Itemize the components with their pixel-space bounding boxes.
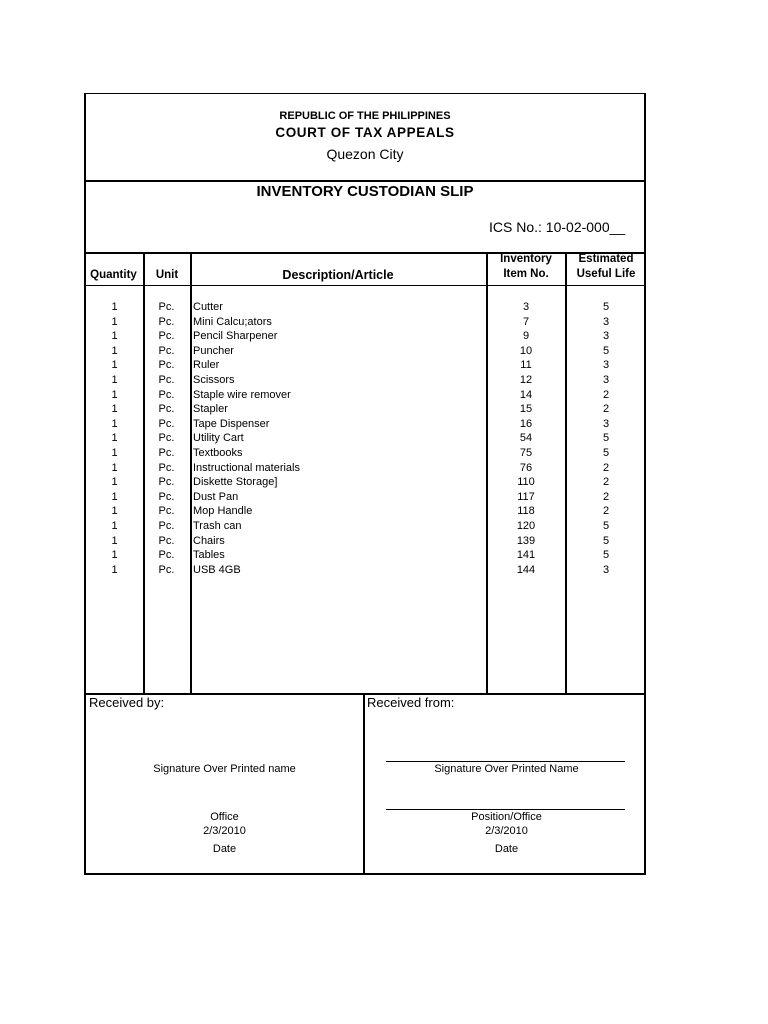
item-unit: Pc.: [158, 315, 175, 328]
item-unit: Pc.: [158, 417, 175, 430]
item-useful-life: 5: [602, 520, 610, 532]
item-inventory-number: 120: [516, 520, 536, 532]
table-row: [86, 300, 644, 315]
item-description: Trash can: [193, 520, 242, 532]
table-row: [86, 431, 644, 446]
item-unit: Pc.: [158, 476, 175, 489]
item-inventory-number: 11: [520, 359, 532, 372]
table-row: [86, 475, 644, 490]
court-heading: COURT OF TAX APPEALS: [275, 125, 455, 140]
inventory-custodian-slip-form: [84, 93, 646, 875]
item-inventory-number: 144: [516, 563, 536, 576]
item-quantity: 1: [111, 549, 118, 562]
item-useful-life: 5: [602, 344, 610, 357]
item-useful-life: 3: [602, 374, 610, 386]
item-description: Mini Calcu;ators: [193, 315, 272, 328]
item-useful-life: 3: [602, 563, 610, 576]
item-useful-life: 2: [602, 403, 610, 416]
item-quantity: 1: [111, 505, 118, 518]
item-useful-life: 5: [602, 549, 610, 562]
item-inventory-number: 117: [517, 490, 535, 503]
item-quantity: 1: [111, 520, 118, 532]
item-inventory-number: 76: [519, 461, 533, 474]
item-inventory-number: 118: [517, 505, 535, 518]
table-row: [86, 461, 644, 476]
item-inventory-number: 54: [519, 432, 533, 445]
item-description: Utility Cart: [193, 432, 244, 445]
item-quantity: 1: [111, 388, 118, 401]
header-divider: [86, 180, 644, 182]
item-unit: Pc.: [158, 461, 175, 474]
item-inventory-number: 141: [516, 549, 536, 562]
item-inventory-number: 3: [522, 301, 530, 313]
item-unit: Pc.: [158, 374, 175, 386]
item-quantity: 1: [111, 447, 118, 459]
column-header-divider: [86, 285, 644, 286]
table-row: [86, 490, 644, 505]
item-description: Diskette Storage]: [193, 476, 278, 489]
item-quantity: 1: [111, 417, 118, 430]
item-unit: Pc.: [158, 388, 175, 401]
item-unit: Pc.: [158, 447, 175, 459]
item-unit: Pc.: [158, 359, 175, 372]
received-by-date-label: Date: [212, 843, 237, 855]
received-from-office-label: Position/Office: [471, 811, 542, 823]
item-useful-life: 3: [602, 330, 610, 343]
item-description: Tables: [193, 549, 225, 562]
item-unit: Pc.: [158, 403, 175, 416]
item-inventory-number: 16: [519, 417, 533, 430]
item-quantity: 1: [111, 534, 118, 547]
inventory-header-line1: Inventory: [500, 253, 552, 265]
item-inventory-number: 12: [519, 374, 533, 386]
item-description: Tape Dispenser: [193, 417, 270, 430]
received-from-signature-label: Signature Over Printed Name: [434, 763, 579, 775]
item-useful-life: 2: [602, 461, 610, 474]
item-quantity: 1: [111, 432, 118, 445]
table-row: [86, 563, 644, 578]
table-row: [86, 534, 644, 549]
item-description: Scissors: [193, 374, 235, 386]
item-unit: Pc.: [158, 330, 175, 343]
item-inventory-number: 15: [519, 403, 533, 416]
item-quantity: 1: [111, 301, 118, 313]
item-description: Instructional materials: [193, 461, 300, 474]
item-description: Staple wire remover: [193, 388, 291, 401]
item-useful-life: 2: [602, 476, 610, 489]
item-quantity: 1: [111, 315, 118, 328]
inventory-header-line2: Item No.: [503, 268, 549, 280]
item-unit: Pc.: [158, 563, 175, 576]
item-quantity: 1: [111, 476, 118, 489]
item-unit: Pc.: [158, 344, 175, 357]
document-title: INVENTORY CUSTODIAN SLIP: [256, 183, 474, 200]
city-heading: Quezon City: [326, 146, 404, 162]
item-inventory-number: 75: [519, 447, 533, 459]
item-quantity: 1: [111, 344, 118, 357]
table-row: [86, 519, 644, 534]
received-from-date-value: 2/3/2010: [485, 825, 528, 837]
item-unit: Pc.: [158, 549, 175, 562]
item-description: Mop Handle: [193, 505, 253, 518]
received-from-office-line: [386, 809, 625, 810]
item-description: Stapler: [193, 403, 228, 416]
item-description: Dust Pan: [193, 490, 239, 503]
item-description: Chairs: [193, 534, 225, 547]
column-header-description: Description/Article: [282, 268, 394, 282]
item-inventory-number: 14: [519, 388, 533, 401]
item-unit: Pc.: [158, 520, 175, 532]
table-row: [86, 344, 644, 359]
item-quantity: 1: [111, 374, 118, 386]
received-from-date-label: Date: [494, 843, 519, 855]
item-description: Textbooks: [193, 447, 243, 459]
item-description: USB 4GB: [193, 563, 241, 576]
table-bottom-divider: [86, 693, 644, 695]
republic-heading: REPUBLIC OF THE PHILIPPINES: [279, 110, 451, 122]
table-row: [86, 329, 644, 344]
item-description: Cutter: [193, 301, 223, 313]
received-by-date-value: 2/3/2010: [203, 825, 246, 837]
item-quantity: 1: [111, 330, 118, 343]
column-header-unit: Unit: [155, 269, 179, 281]
table-row: [86, 548, 644, 563]
item-quantity: 1: [111, 359, 118, 372]
received-from-label: Received from:: [367, 695, 455, 710]
item-inventory-number: 139: [516, 534, 536, 547]
item-quantity: 1: [111, 403, 118, 416]
table-row: [86, 315, 644, 330]
column-header-quantity: Quantity: [90, 269, 137, 281]
received-from-signature-line: [386, 761, 625, 762]
item-useful-life: 5: [602, 447, 610, 459]
item-useful-life: 3: [602, 315, 610, 328]
table-row: [86, 504, 644, 519]
table-row: [86, 402, 644, 417]
table-row: [86, 446, 644, 461]
item-useful-life: 2: [602, 505, 610, 518]
ics-number: ICS No.: 10-02-000__: [489, 219, 626, 235]
received-by-signature-label: Signature Over Printed name: [153, 763, 296, 775]
item-inventory-number: 110: [517, 476, 535, 489]
table-row: [86, 373, 644, 388]
received-by-office-label: Office: [210, 811, 239, 823]
life-header-line1: Estimated: [578, 253, 634, 265]
item-description: Puncher: [193, 344, 234, 357]
table-row: [86, 388, 644, 403]
item-unit: Pc.: [158, 490, 175, 503]
item-inventory-number: 10: [519, 344, 533, 357]
item-quantity: 1: [111, 461, 118, 474]
item-quantity: 1: [111, 563, 118, 576]
item-useful-life: 3: [602, 359, 610, 372]
item-inventory-number: 7: [522, 315, 530, 328]
received-by-label: Received by:: [89, 695, 165, 710]
item-useful-life: 2: [602, 388, 610, 401]
item-list: [86, 300, 644, 590]
column-header-useful-life: [566, 252, 646, 282]
item-unit: Pc.: [158, 301, 175, 313]
item-unit: Pc.: [158, 505, 175, 518]
item-useful-life: 5: [602, 534, 610, 547]
item-useful-life: 3: [602, 417, 610, 430]
item-description: Ruler: [193, 359, 220, 372]
item-useful-life: 5: [602, 301, 610, 313]
item-description: Pencil Sharpener: [193, 330, 278, 343]
item-useful-life: 2: [602, 490, 610, 503]
life-header-line2: Useful Life: [576, 268, 636, 280]
table-row: [86, 358, 644, 373]
table-row: [86, 417, 644, 432]
item-inventory-number: 9: [522, 330, 530, 343]
item-unit: Pc.: [158, 534, 175, 547]
column-header-inventory: [486, 252, 566, 282]
item-useful-life: 5: [602, 432, 610, 445]
item-unit: Pc.: [158, 432, 175, 445]
item-quantity: 1: [111, 490, 118, 503]
